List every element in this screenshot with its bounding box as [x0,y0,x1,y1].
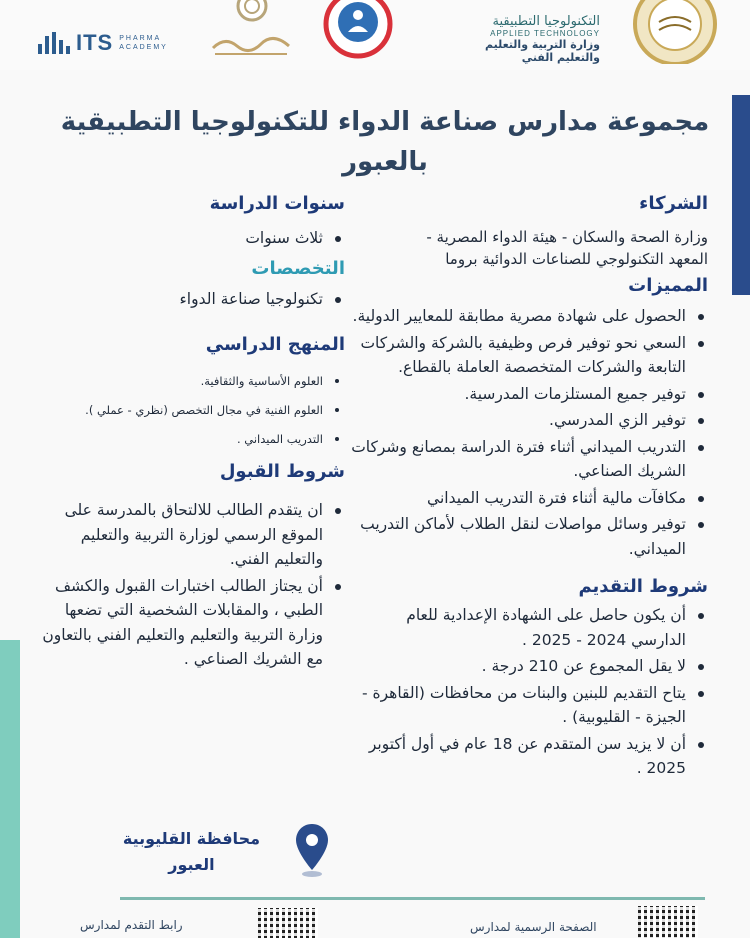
official-page-label: الصفحة الرسمية لمدارس [470,920,597,934]
years-heading: سنوات الدراسة [209,193,345,214]
location-text: محافظة القليوبية العبور [122,829,260,874]
features-heading: المميزات [628,275,708,296]
list-item: التدريب الميداني أثناء فترة الدراسة بمصانع وشركات الشريك الصناعي. [348,435,686,484]
list-item: العلوم الفنية في مجال التخصص (نظري - عملي ). [35,400,323,420]
list-item: السعي نحو توفير فرص وظيفية بالشركة والشركات التابعة والشركات المتخصصة العاملة بالقطاع. [348,331,686,380]
list-item: يتاح التقديم للبنين والبنات من محافظات (القاهرة - الجيزة - القليوبية) . [348,681,686,730]
list-item: أن يجتاز الطالب اختبارات القبول والكشف الطبي ، والمقابلات الشخصية التي تضعها وزارة التربية والتعليم والتعليم الفني بالتعاون مع الشريك الصناعي . [35,574,323,672]
list-item: لا يقل المجموع عن 210 درجة . [348,654,686,679]
location-block [110,822,340,892]
list-item: توفير وسائل مواصلات لنقل الطلاب لأماكن التدريب الميداني. [348,512,686,561]
drug-authority-logo [205,0,295,62]
specialties-heading: التخصصات [251,257,345,279]
list-item: أن يكون حاصل على الشهادة الإعدادية للعام الدارسي 2024 - 2025 . [348,603,686,652]
features-list [348,304,708,561]
its-sub: PHARMA ACADEMY [119,35,168,51]
curriculum-list [35,371,345,449]
apply-qr-code[interactable] [258,908,318,938]
partners-line-1: وزارة الصحة والسكان - هيئة الدواء المصرية - [426,228,708,246]
list-item: أن لا يزيد سن المتقدم عن 18 عام في أول أكتوبر 2025 . [348,732,686,781]
its-pharma-academy-logo [38,30,168,56]
admission-list [35,498,345,672]
its-brand: ITS [76,30,114,55]
curriculum-heading: المنهج الدراسي [205,334,345,355]
footer-divider [120,897,705,900]
list-item: مكافآت مالية أثناء فترة التدريب الميداني [348,486,686,511]
list-item: توفير جميع المستلزمات المدرسية. [348,382,686,407]
specialties-list [35,287,345,312]
location-pin-icon [294,822,330,878]
accent-bar-navy [732,95,750,295]
ministry-health-logo [323,0,393,60]
list-item: ان يتقدم الطالب للالتحاق بالمدرسة على الموقع الرسمي لوزارة التربية والتعليم والتعليم الفني. [35,498,323,572]
accent-bar-mint [0,640,20,938]
list-item: تكنولوجيا صناعة الدواء [35,287,323,312]
page-title: مجموعة مدارس صناعة الدواء للتكنولوجيا التطبيقية بالعبور [60,107,710,177]
list-item: توفير الزي المدرسي. [348,408,686,433]
years-list [35,226,345,251]
partners-line-2: المعهد التكنولوجي للصناعات الدوائية بروما [445,250,708,268]
list-item: التدريب الميداني . [35,429,323,449]
partners-heading: الشركاء [639,193,708,214]
dna-icon [38,32,72,54]
apply-link-label: رابط التقدم لمدارس [80,918,183,932]
application-heading: شروط التقديم [578,576,708,597]
header-logos [0,0,750,70]
left-column [35,190,345,674]
application-list [348,603,708,781]
applied-technology-logo: التكنولوجيا التطبيقية APPLIED TECHNOLOGY وزارة التربية والتعليم والتعليم الفني [485,14,600,64]
right-column [348,190,708,783]
ministry-education-seal [625,0,725,64]
list-item: ثلاث سنوات [35,226,323,251]
list-item: الحصول على شهادة مصرية مطابقة للمعايير الدولية. [348,304,686,329]
official-page-qr-code[interactable] [638,906,698,938]
admission-heading: شروط القبول [219,461,345,482]
list-item: العلوم الأساسية والثقافية. [35,371,323,391]
